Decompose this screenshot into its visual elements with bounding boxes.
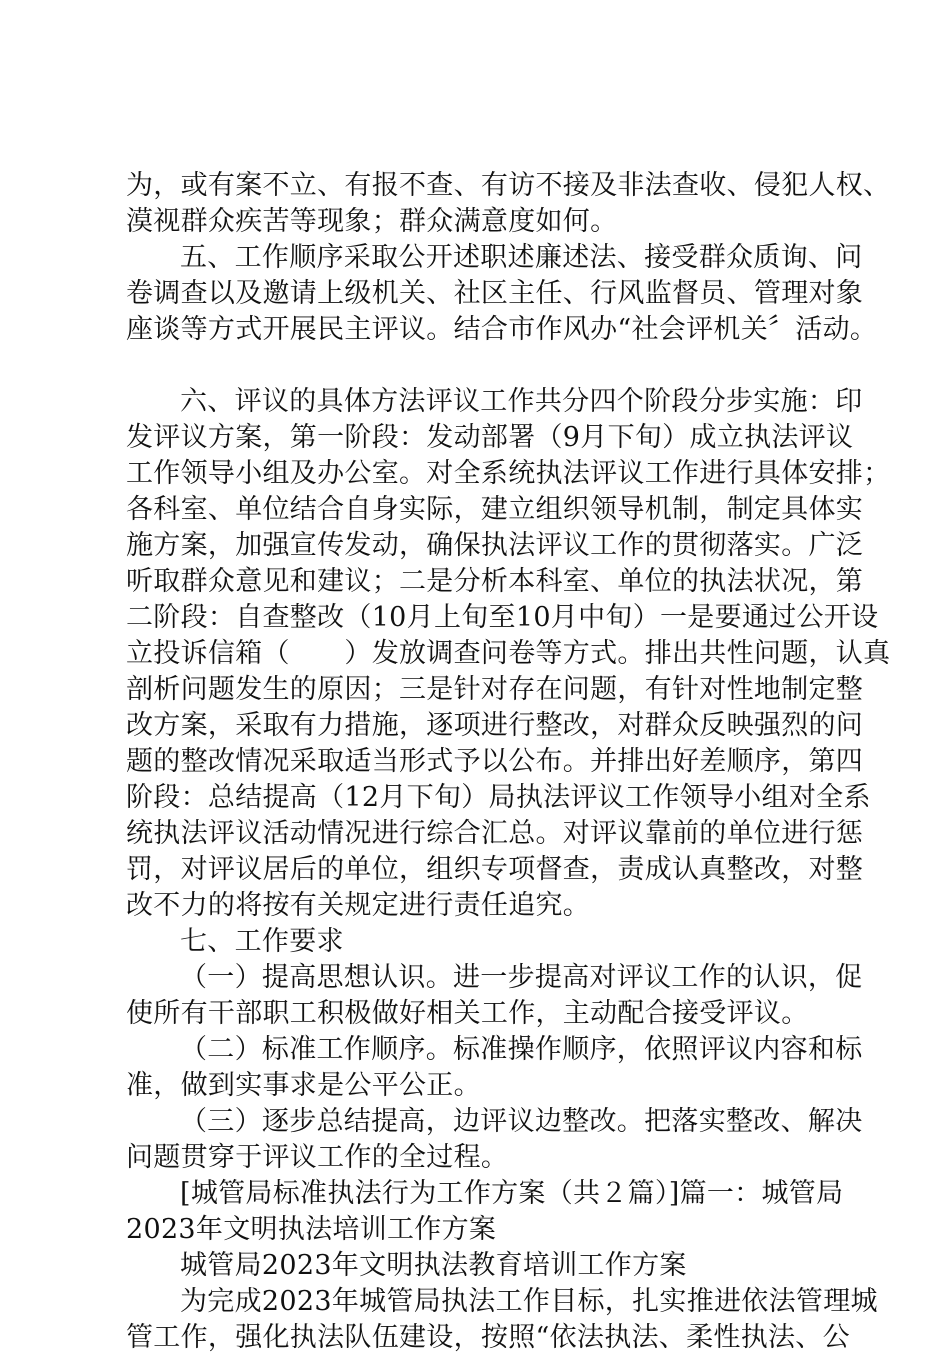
text-line: 改方案，采取有力措施，逐项进行整改，对群众反映强烈的问 [126, 710, 864, 741]
text-line: 卷调查以及邀请上级机关、社区主任、行风监督员、管理对象 [126, 278, 864, 309]
text-line: 罚，对评议居后的单位，组织专项督查，责成认真整改，对整 [126, 854, 864, 885]
text-line: 听取群众意见和建议；二是分析本科室、单位的执法状况，第 [126, 566, 864, 597]
section-heading-6: 六、评议的具体方法评议工作共分四个阶段分步实施：印 [180, 386, 863, 417]
section-heading-7: 七、工作要求 [180, 926, 344, 957]
text-line: 城管局2023年文明执法教育培训工作方案 [180, 1250, 687, 1281]
text-line: 准，做到实事求是公平公正。 [126, 1070, 481, 1101]
text-line: [城管局标准执法行为工作方案（共２篇）]篇一：城管局 [180, 1178, 844, 1209]
text-line: （一）提高思想认识。进一步提高对评议工作的认识，促 [180, 962, 863, 993]
text-line: 漠视群众疾苦等现象；群众满意度如何。 [126, 206, 618, 237]
text-line: 立投诉信箱（ ）发放调查问卷等方式。排出共性问题，认真 [126, 638, 891, 669]
text-line: 题的整改情况采取适当形式予以公布。并排出好差顺序，第四 [126, 746, 864, 777]
text-line: 2023年文明执法培训工作方案 [126, 1214, 497, 1245]
text-line: 统执法评议活动情况进行综合汇总。对评议靠前的单位进行惩 [126, 818, 864, 849]
text-line: 阶段：总结提高（12月下旬）局执法评议工作领导小组对全系 [126, 782, 871, 813]
text-line: 二阶段：自查整改（10月上旬至10月中旬）一是要通过公开设 [126, 602, 879, 633]
blank-line [126, 348, 836, 384]
text-line: 发评议方案，第一阶段：发动部署（9月下旬）成立执法评议 [126, 422, 854, 453]
text-line: 施方案，加强宣传发动，确保执法评议工作的贯彻落实。广泛 [126, 530, 864, 561]
text-line: （二）标准工作顺序。标准操作顺序，依照评议内容和标 [180, 1034, 863, 1065]
text-line: （三）逐步总结提高，边评议边整改。把落实整改、解决 [180, 1106, 863, 1137]
text-line: 使所有干部职工积极做好相关工作，主动配合接受评议。 [126, 998, 809, 1029]
text-line: 工作领导小组及办公室。对全系统执法评议工作进行具体安排； [126, 458, 891, 489]
text-line: 为，或有案不立、有报不查、有访不接及非法查收、侵犯人权、 [126, 170, 891, 201]
text-line: 改不力的将按有关规定进行责任追究。 [126, 890, 591, 921]
text-line: 问题贯穿于评议工作的全过程。 [126, 1142, 509, 1173]
text-line: 座谈等方式开展民主评议。结合市作风办“社会评机关〞活动。 [126, 314, 878, 345]
section-heading-5: 五、工作顺序采取公开述职述廉述法、接受群众质询、问 [180, 242, 863, 273]
text-line: 管工作，强化执法队伍建设，按照“依法执法、柔性执法、公 [126, 1322, 850, 1353]
text-line: 各科室、单位结合自身实际，建立组织领导机制，制定具体实 [126, 494, 864, 525]
document-body [126, 168, 891, 1356]
text-line: 剖析问题发生的原因；三是针对存在问题，有针对性地制定整 [126, 674, 864, 705]
text-line: 为完成2023年城管局执法工作目标，扎实推进依法管理城 [180, 1286, 878, 1317]
